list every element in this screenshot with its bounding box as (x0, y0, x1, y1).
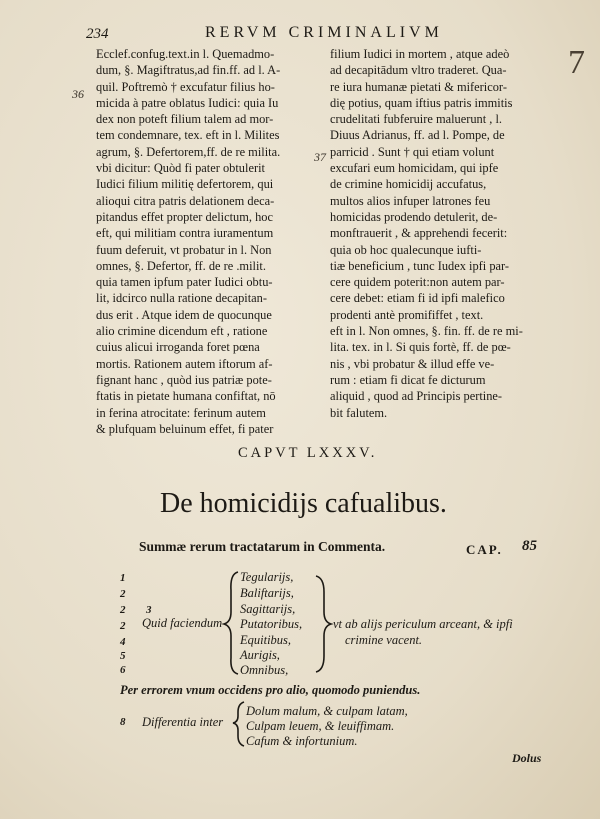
summary-result: vt ab alijs periculum arceant, & ipfi (333, 617, 513, 631)
text-line: filium Iudici in mortem , atque adeò (330, 47, 510, 61)
text-line: omnes, §. Defertor, ff. de re .milit. (96, 258, 266, 273)
text-line: lit, idcirco nulla ratione decapitan- (96, 291, 267, 306)
text-line: fignant hanc , quòd ius patriæ pote- (96, 372, 272, 387)
summary-group-item: Omnibus, (240, 663, 289, 677)
summary-group-item: Tegularijs, (240, 570, 294, 584)
text-line: crudelitati fubferuire maluerunt , l. (330, 112, 503, 127)
summary-group-item: Aurigis, (240, 648, 280, 662)
text-line: excufari eum homicidam, qui ipfe (330, 161, 499, 176)
text-line: dię potius, quam iftius patris immitis (330, 95, 513, 110)
difference-item: Culpam leuem, & leuiffimam. (246, 719, 395, 733)
quid-faciendum-label: Quid faciendum (142, 616, 223, 630)
text-line: aliquid , quod ad Principis pertine- (330, 389, 503, 404)
cap-number: 85 (522, 538, 537, 554)
text-line: Diuus Adrianus, ff. ad l. Pompe, de (330, 128, 505, 143)
differentia-label: Differentia inter (142, 715, 224, 729)
text-line: fuum deferuit, vt probatur in l. Non (96, 242, 272, 257)
summary-group-item: Putatoribus, (240, 617, 303, 631)
text-line: re iura humanæ pietati & mifericor- (330, 79, 507, 94)
summary-number: 4 (120, 636, 126, 648)
text-line: mortis. Rationem autem iftorum af- (96, 356, 273, 371)
text-line: de crimine homicidij accufatus, (330, 177, 487, 192)
text-line: Ecclef.confug.text.in l. Quemadmo- (96, 47, 275, 61)
text-line: multos alios infuper latrones feu (330, 193, 491, 208)
summary-number: 2 (120, 588, 126, 600)
difference-item: Cafum & infortunium. (246, 734, 358, 748)
summary-number: 2 (120, 620, 126, 632)
margin-note-36: 36 (72, 87, 84, 101)
text-line: alioqui citra patris delationem deca- (96, 193, 275, 208)
margin-note-37: 37 (314, 150, 326, 164)
text-line: Iudici filium militię defertorem, qui (96, 177, 274, 192)
text-line: micida à patre oblatus Iudici: quia Iu (96, 95, 279, 110)
text-line: rum : etiam fi dicat fe dicturum (330, 372, 486, 387)
text-line: vbi dicitur: Quòd fi pater obtulerit (96, 161, 265, 176)
text-line: homicidas prodendo detulerit, de- (330, 209, 498, 224)
summary-rule-line: Per errorem vnum occidens pro alio, quomodo puniendus. (120, 683, 421, 697)
text-line: eft in l. Non omnes, §. fin. ff. de re mi- (330, 324, 523, 339)
running-title: RERVM CRIMINALIVM (205, 24, 443, 41)
text-line: monftrauerit , & apprehendi fecerit: (330, 226, 508, 241)
text-line: dus erit . Atque idem de quocunque (96, 307, 272, 322)
text-line: prodenti antè promififfet , text. (330, 307, 484, 322)
text-line: ftatis in pietate humana confiftat, nō (96, 389, 276, 404)
brace-right (316, 576, 331, 672)
brace-left (224, 572, 238, 674)
summary-number: 8 (120, 716, 126, 728)
summary-number: 6 (120, 664, 126, 676)
text-line: dex non poteft filium talem ad mor- (96, 112, 274, 127)
text-line: cere quidem poterit:non autem par- (330, 275, 505, 290)
text-line: parricid . Sunt † qui etiam volunt (330, 144, 495, 159)
text-line: nis , vbi probatur & illud effe ve- (330, 356, 495, 371)
summary-heading: Summæ rerum tractatarum in Commenta. (139, 539, 386, 554)
text-line: ad decapitādum vltro traderet. Qua- (330, 63, 507, 78)
summary-number: 2 (120, 604, 126, 616)
text-line: in ferina atrocitate: ferinum autem (96, 405, 266, 420)
difference-item: Dolum malum, & culpam latam, (246, 704, 408, 718)
text-line: dum, §. Magiftratus,ad fin.ff. ad l. A- (96, 63, 281, 78)
text-line: tiæ beneficium , tunc Iudex ipfi par- (330, 258, 510, 273)
text-line: quia tamen ipfum pater Iudici obtu- (96, 275, 273, 290)
text-line: cere debet: etiam fi id ipfi malefico (330, 291, 505, 306)
text-line: tem condemnare, tex. eft in l. Milites (96, 128, 280, 143)
text-line: & plufquam beluinum effet, fi pater (96, 421, 274, 436)
summary-group-item: Sagittarijs, (240, 602, 296, 616)
text-line: lita. tex. in l. Si quis fortè, ff. de pœ- (330, 340, 511, 355)
text-line: cuius alicui irroganda foret pœna (96, 340, 260, 355)
text-line: alio crimine dicendum eft , ratione (96, 324, 268, 339)
summary-number: 3 (146, 604, 152, 616)
summary-number: 5 (120, 650, 126, 662)
text-line: agrum, §. Defertorem,ff. de re milita. (96, 144, 281, 159)
text-line: quia ob hoc qualecunque iufti- (330, 242, 482, 257)
text-line: quil. Poftremò † excufatur filius ho- (96, 79, 275, 94)
page-number: 234 (86, 26, 109, 42)
text-line: pitandus effet propter delictum, hoc (96, 209, 273, 224)
catchword: Dolus (512, 751, 542, 765)
margin-handwritten-mark: 7 (568, 44, 585, 81)
summary-result: crimine vacent. (345, 633, 423, 647)
summary-group-item: Baliftarijs, (240, 586, 294, 600)
cap-label: CAP. (466, 542, 503, 557)
summary-number: 1 (120, 572, 126, 584)
text-line: eft, qui militiam contra iuramentum (96, 226, 274, 241)
summary-group-item: Equitibus, (240, 633, 292, 647)
brace-diff (233, 702, 244, 746)
chapter-heading: CAPVT LXXXV. (238, 445, 378, 461)
chapter-title: De homicidijs cafualibus. (160, 488, 447, 519)
text-line: bit falutem. (330, 405, 388, 420)
